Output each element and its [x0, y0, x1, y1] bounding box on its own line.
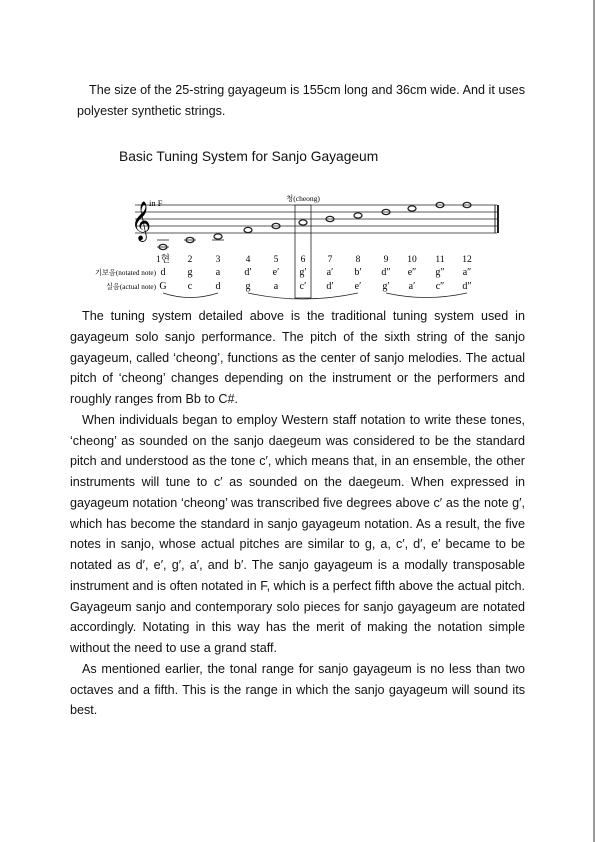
- notated-notes-row: [161, 267, 472, 278]
- actual-note: c″: [435, 281, 445, 292]
- notated-note: d: [160, 267, 166, 278]
- actual-note: e′: [354, 281, 362, 292]
- notated-note: e″: [407, 267, 417, 278]
- treble-clef-icon: 𝄞: [131, 203, 152, 240]
- notated-note: a′: [326, 267, 334, 278]
- actual-note: a′: [408, 281, 416, 292]
- intro-paragraph: The size of the 25-string gayageum is 155cm long and 36cm wide. And it uses polyester synthetic strings.: [77, 83, 525, 118]
- notated-note: a: [215, 267, 221, 278]
- actual-note: d″: [462, 281, 472, 292]
- note-head: [408, 206, 416, 211]
- tuning-figure: [60, 188, 530, 303]
- note-head: [299, 220, 307, 225]
- notated-note: b′: [354, 267, 362, 278]
- note-head: [214, 234, 222, 239]
- string-number: 10: [407, 255, 417, 265]
- note-head: [244, 227, 252, 232]
- actual-note: g′: [382, 281, 390, 292]
- actual-note: a: [273, 281, 279, 292]
- string-number: 9: [383, 255, 389, 265]
- string-number: 5: [273, 255, 279, 265]
- slur-curve: [386, 293, 467, 298]
- string-numbers-row: [156, 253, 472, 265]
- key-label: in F: [149, 198, 163, 208]
- cheong-label: 청(cheong): [286, 194, 320, 203]
- actual-note: c′: [299, 281, 307, 292]
- actual-note: G: [159, 281, 167, 292]
- actual-note: g: [245, 281, 251, 292]
- actual-row-label: 실음(actual note): [105, 283, 156, 291]
- string-number: 1현: [156, 255, 170, 265]
- actual-notes-row: [159, 281, 471, 292]
- paragraph: When individuals began to employ Western staff notation to write these tones, ‘cheong’ as sounded on the sanjo daegeum was considered to be the standard pitch and understood as the tone c′, which means that, in an ensemble, the other instruments will tune to c′ as sounded on the daegeum. When expressed in gayageum notation ‘cheong’ was transcribed five degrees above c′ as the note g′, which has become the standard in sanjo gayageum notation. As a result, the five notes in sanjo, whose actual pitches are similar to g, a, c′, d′, e′ became to be notated as d′, e′, g′, a′, and b′. The sanjo gayageum is a modally transposable instrument and is often notated in F, which is a perfect fifth above the actual pitch. Gayageum sanjo and contemporary solo pieces for sanjo gayageum are notated accordingly. Notating in this way has the merit of making the notation simple without the need to use a grand staff.: [70, 412, 525, 655]
- grouping-slurs: [163, 293, 467, 299]
- string-number: 6: [300, 255, 306, 265]
- note-head: [354, 213, 362, 218]
- string-number: 7: [327, 255, 333, 265]
- notated-note: d″: [381, 267, 391, 278]
- notated-note: g′: [299, 267, 307, 278]
- string-number: 11: [435, 255, 445, 265]
- notated-note: d′: [244, 267, 252, 278]
- notated-note: g″: [435, 267, 445, 278]
- string-number: 8: [355, 255, 361, 265]
- section-heading: Basic Tuning System for Sanjo Gayageum: [119, 149, 379, 164]
- actual-note: d′: [326, 281, 334, 292]
- notated-note: g: [187, 267, 193, 278]
- string-number: 4: [245, 255, 251, 265]
- string-number: 12: [462, 255, 472, 265]
- notated-row-label: 기보음(notated note): [95, 269, 156, 277]
- string-number: 3: [215, 255, 221, 265]
- actual-note: d: [215, 281, 221, 292]
- body-text: [70, 306, 525, 721]
- staff-lines: [135, 205, 498, 233]
- notated-note: a″: [462, 267, 472, 278]
- slur-curve: [163, 293, 218, 298]
- actual-note: c: [187, 281, 193, 292]
- paragraph: As mentioned earlier, the tonal range for sanjo gayageum is no less than two octaves and a fifth. This is the range in which the sanjo gayageum will sound its best.: [70, 661, 525, 718]
- string-number: 2: [187, 255, 193, 265]
- notated-note: e′: [272, 267, 280, 278]
- tuning-staff-svg: [60, 188, 530, 303]
- paragraph: The tuning system detailed above is the traditional tuning system used in gayageum solo sanjo performance. The pitch of the sixth string of the sanjo gayageum, called ‘cheong’, functions as the center of sanjo melodies. The actual pitch of ‘cheong’ changes depending on the instrument or the performers and roughly ranges from Bb to C#.: [70, 309, 525, 406]
